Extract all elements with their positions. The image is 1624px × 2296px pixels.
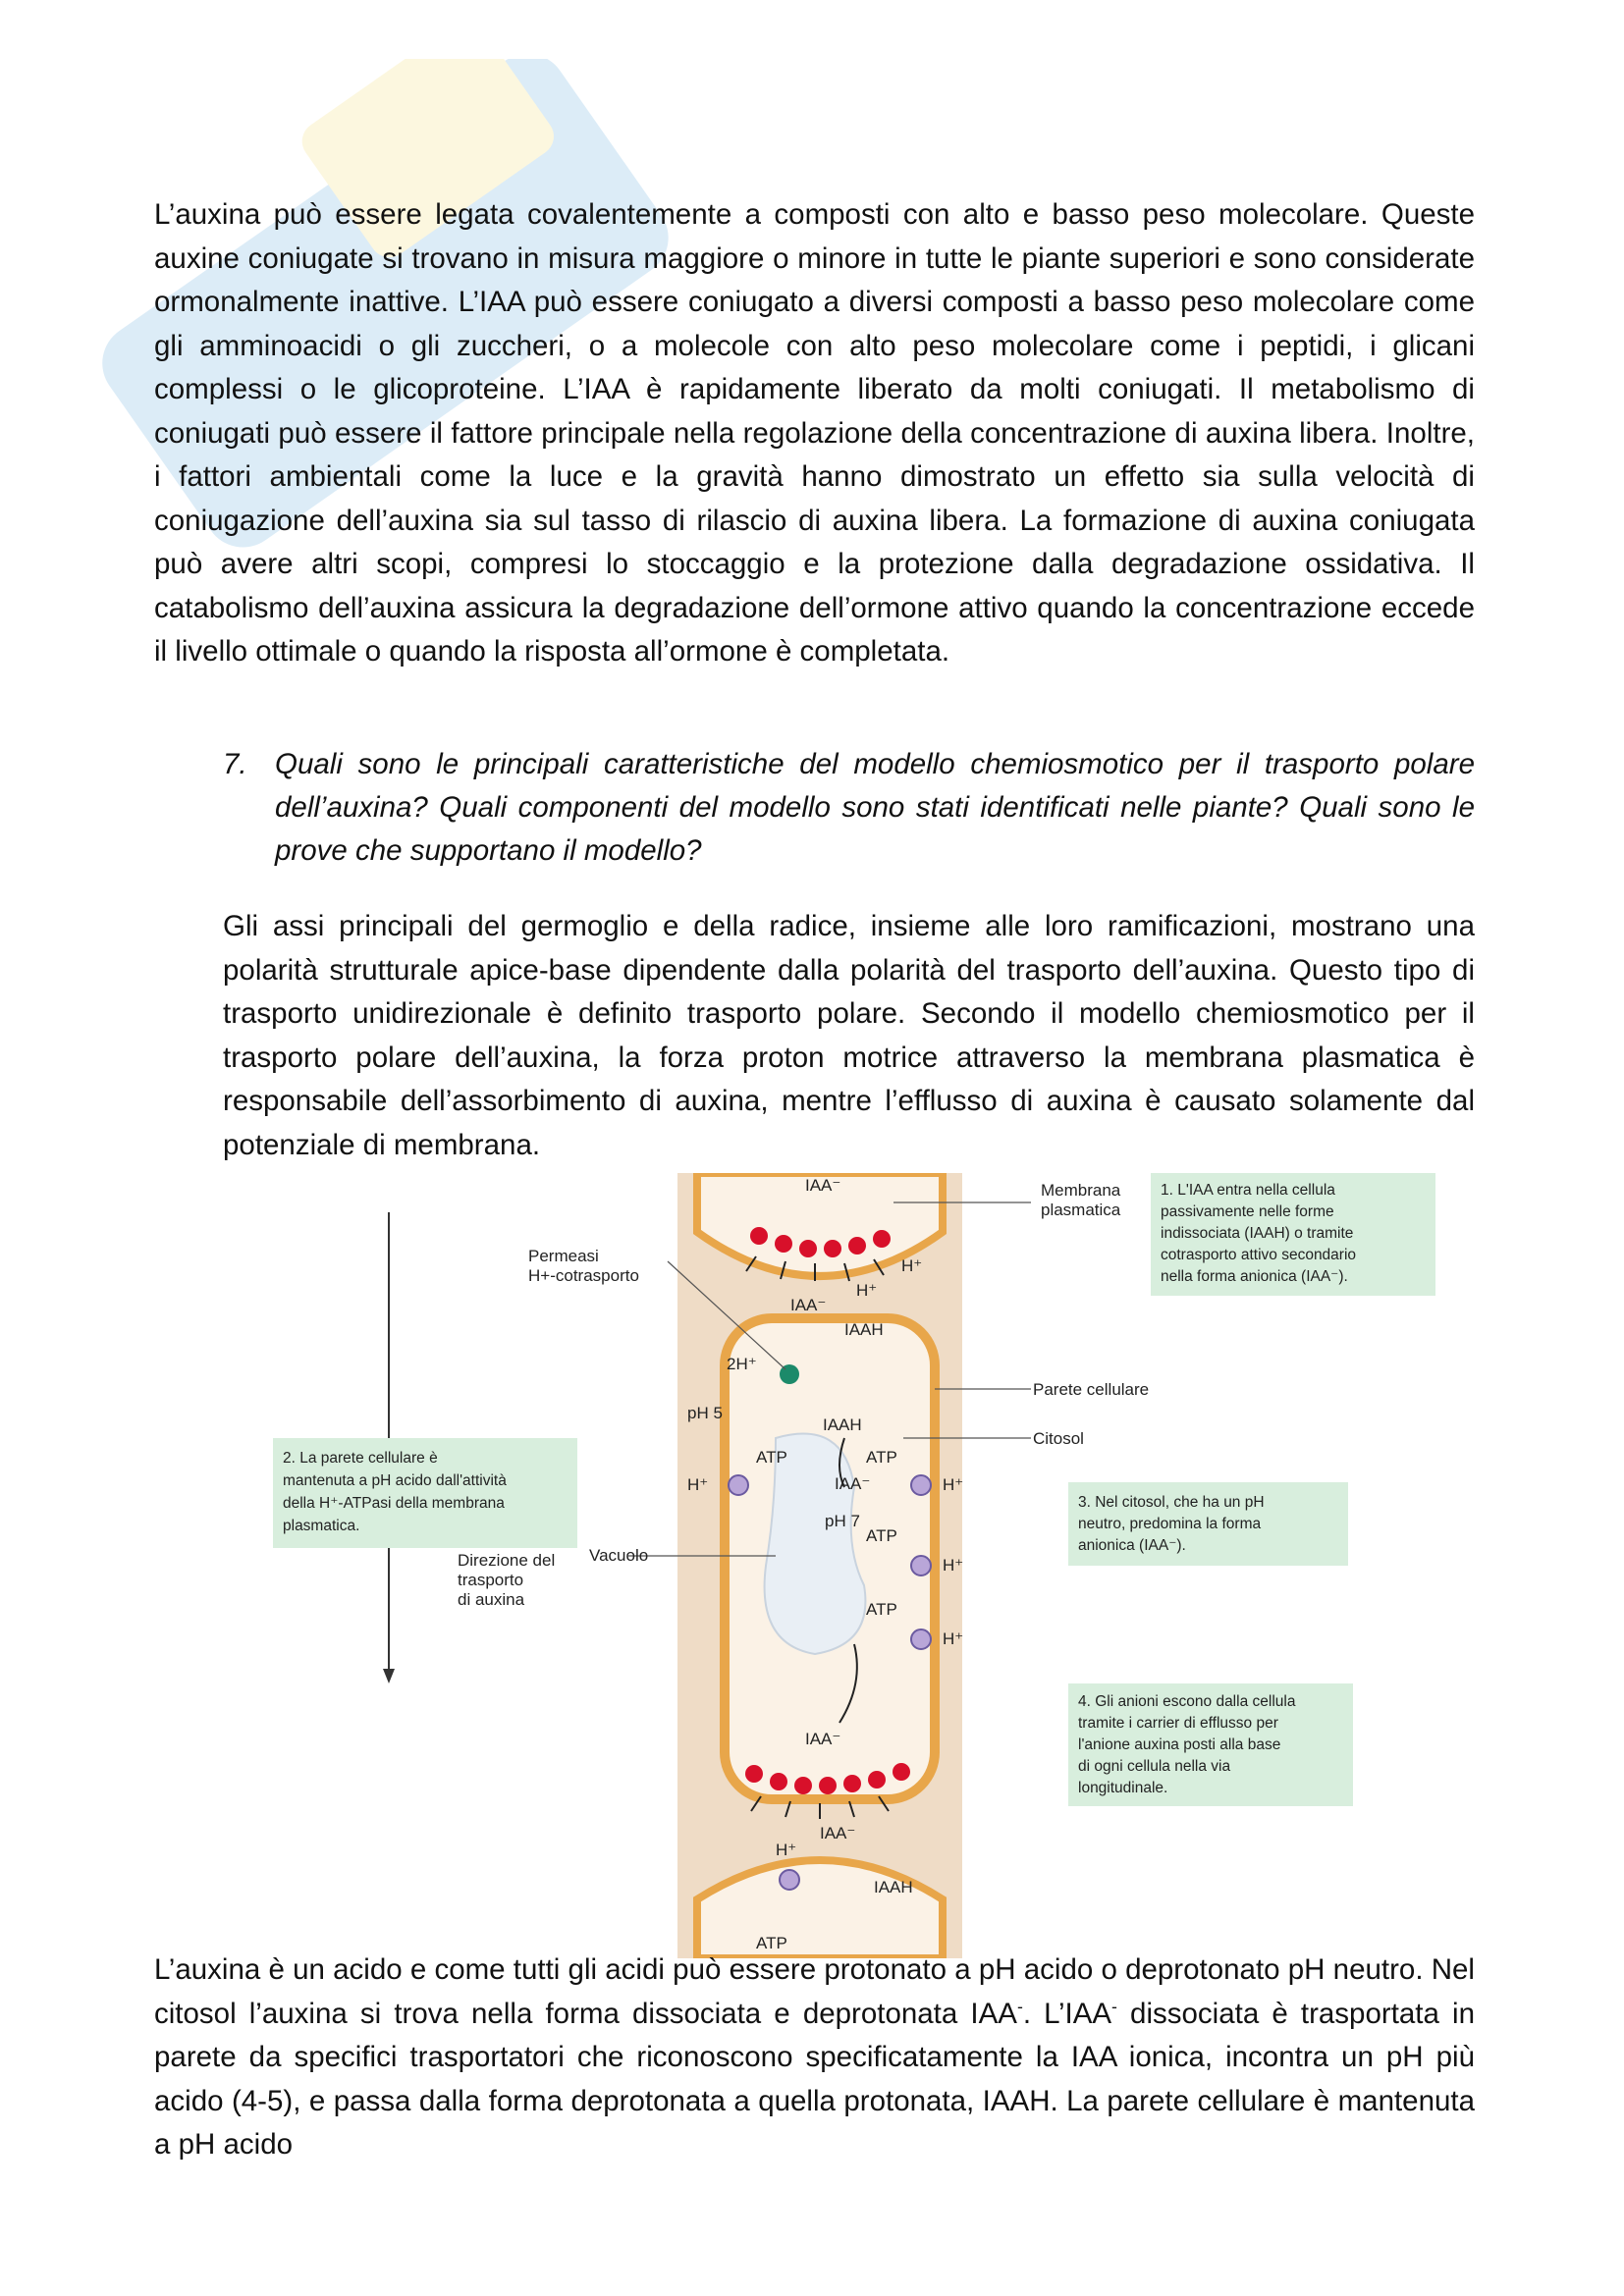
question-7 — [223, 743, 1475, 873]
box-2 — [273, 1438, 577, 1548]
label-iaa-cytosol: IAA⁻ — [835, 1474, 871, 1493]
svg-text:passivamente nelle forme: passivamente nelle forme — [1161, 1203, 1334, 1220]
label-h-right-1: H⁺ — [943, 1475, 964, 1494]
svg-text:l'anione auxina posti alla bas: l'anione auxina posti alla base — [1078, 1736, 1281, 1753]
svg-text:mantenuta a pH acido dall'atti: mantenuta a pH acido dall'attività — [283, 1472, 507, 1489]
p3-sup2: - — [1111, 1996, 1117, 2016]
label-vacuolo: Vacuolo — [589, 1546, 649, 1565]
label-atp-bottom: ATP — [756, 1934, 787, 1952]
svg-text:1. L'IAA entra nella cellula: 1. L'IAA entra nella cellula — [1161, 1182, 1335, 1199]
svg-text:neutro, predomina la forma: neutro, predomina la forma — [1078, 1516, 1262, 1532]
label-atp-right-3: ATP — [866, 1600, 897, 1619]
svg-text:3. Nel citosol, che ha un pH: 3. Nel citosol, che ha un pH — [1078, 1494, 1265, 1511]
label-ph5: pH 5 — [687, 1404, 723, 1422]
svg-text:cotrasporto attivo secondario: cotrasporto attivo secondario — [1161, 1247, 1357, 1263]
label-parete: Parete cellulare — [1033, 1380, 1150, 1399]
svg-text:2. La parete cellulare è: 2. La parete cellulare è — [283, 1450, 438, 1467]
label-iaa-bottom: IAA⁻ — [805, 1730, 841, 1748]
box-4 — [1068, 1683, 1353, 1806]
p3-part3: dissociata è trasportata in parete da specifici trasportatori che riconoscono specificatamente la IAA ionica, incontra un pH più acido (4-5), e passa dalla forma deprotonata a quella protonata, IAAH. La parete cellulare è mantenuta a pH acido — [154, 1997, 1475, 2161]
label-iaah-bottom: IAAH — [874, 1878, 913, 1896]
p3-sup1: - — [1016, 1996, 1023, 2016]
chemiosmotic-model-figure — [265, 1173, 1443, 1958]
svg-text:anionica (IAA⁻).: anionica (IAA⁻). — [1078, 1537, 1186, 1554]
label-atp-right-2: ATP — [866, 1526, 897, 1545]
label-permeasi-2: H+-cotrasporto — [528, 1266, 639, 1285]
p3-part1: L’auxina è un acido e come tutti gli acidi può essere protonato a pH acido o deprotonato pH neutro. Nel citosol l’auxina si trova nella forma dissociata e deprotonata IAA — [154, 1953, 1475, 2030]
direction-arrowhead — [383, 1669, 395, 1683]
p3-part2: . L’IAA — [1022, 1997, 1112, 2030]
label-iaa-mid: IAA⁻ — [790, 1296, 827, 1314]
paragraph-conjugates: L’auxina può essere legata covalentemente a composti con alto e basso peso molecolare. Queste auxine coniugate si trovano in misura maggiore o minore in tutte le piante superiori e sono considerate ormonalmente inattive. L’IAA può essere coniugato a diversi composti a basso peso molecolare come gli amminoacidi o gli zuccheri, o a molecole con alto peso molecolare come i peptidi, i glicani complessi o le glicoproteine. L’IAA è rapidamente liberato da molti coniugati. Il metabolismo di coniugati può essere il fattore principale nella regolazione della concentrazione di auxina libera. Inoltre, i fattori ambientali come la luce e la gravità hanno dimostrato un effetto sia sulla velocità di coniugazione dell’auxina sia sul tasso di rilascio di auxina libera. La formazione di auxina coniugata può avere altri scopi, compresi lo stoccaggio e la protezione dalla degradazione ossidativa. Il catabolismo dell’auxina assicura la degradazione dell’ormone attivo quando la concentrazione eccede il livello ottimale o quando la risposta all’ormone è completata. — [154, 198, 1475, 667]
label-atp-right-1: ATP — [866, 1448, 897, 1467]
svg-text:della H⁺-ATPasi della membrana: della H⁺-ATPasi della membrana — [283, 1495, 505, 1512]
svg-text:tramite i carrier di efflusso: tramite i carrier di efflusso per — [1078, 1715, 1278, 1732]
svg-text:plasmatica.: plasmatica. — [283, 1518, 360, 1534]
box-1 — [1151, 1173, 1435, 1296]
question-text: Quali sono le principali caratteristiche del modello chemiosmotico per il trasporto polare dell’auxina? Quali componenti del modello sono stati identificati nelle piante? Quali sono le prove che supportano il modello? — [275, 748, 1475, 867]
label-permeasi-1: Permeasi — [528, 1247, 599, 1265]
label-atp-left: ATP — [756, 1448, 787, 1467]
label-h-right-3: H⁺ — [943, 1629, 964, 1648]
label-membrana-2: plasmatica — [1041, 1201, 1121, 1219]
label-h-left: H⁺ — [687, 1475, 709, 1494]
figure-svg — [265, 1173, 1443, 1958]
question-number: 7. — [223, 748, 247, 780]
paragraph-polar-transport: Gli assi principali del germoglio e della radice, insieme alle loro ramificazioni, mostrano una polarità strutturale apice-base dipendente dalla polarità del trasporto dell’auxina. Questo tipo di trasporto unidirezionale è definito trasporto polare. Secondo il modello chemiosmotico per il trasporto polare dell’auxina, la forza proton motrice attraverso la membrana plasmatica è responsabile dell’assorbimento di auxina, mentre l’efflusso di auxina è causato solamente dal potenziale di membrana. — [223, 910, 1475, 1161]
label-iaah-wall: IAAH — [844, 1320, 884, 1339]
label-h-right-2: H⁺ — [943, 1556, 964, 1575]
label-2h: 2H⁺ — [727, 1355, 757, 1373]
svg-text:di ogni cellula nella via: di ogni cellula nella via — [1078, 1758, 1231, 1775]
svg-text:nella forma anionica (IAA⁻).: nella forma anionica (IAA⁻). — [1161, 1268, 1348, 1285]
label-direzione-3: di auxina — [458, 1590, 525, 1609]
box-3 — [1068, 1482, 1348, 1566]
svg-text:4. Gli anioni escono dalla cel: 4. Gli anioni escono dalla cellula — [1078, 1693, 1296, 1710]
label-iaah-cytosol: IAAH — [823, 1415, 862, 1434]
label-direzione-2: trasporto — [458, 1571, 524, 1589]
svg-text:indissociata (IAAH) o tramite: indissociata (IAAH) o tramite — [1161, 1225, 1354, 1242]
vacuole — [765, 1434, 866, 1654]
paragraph-auxin-acid — [154, 1949, 1475, 2167]
label-ph7: pH 7 — [825, 1512, 860, 1530]
label-iaa-top: IAA⁻ — [805, 1176, 841, 1195]
label-h-bottom: H⁺ — [776, 1841, 797, 1859]
svg-text:longitudinale.: longitudinale. — [1078, 1780, 1168, 1796]
label-h-top: H⁺ — [901, 1256, 923, 1275]
label-direzione-1: Direzione del — [458, 1551, 556, 1570]
label-iaa-below: IAA⁻ — [820, 1824, 856, 1842]
label-citosol: Citosol — [1033, 1429, 1084, 1448]
label-membrana-1: Membrana — [1041, 1181, 1121, 1200]
label-h-top-2: H⁺ — [856, 1281, 878, 1300]
